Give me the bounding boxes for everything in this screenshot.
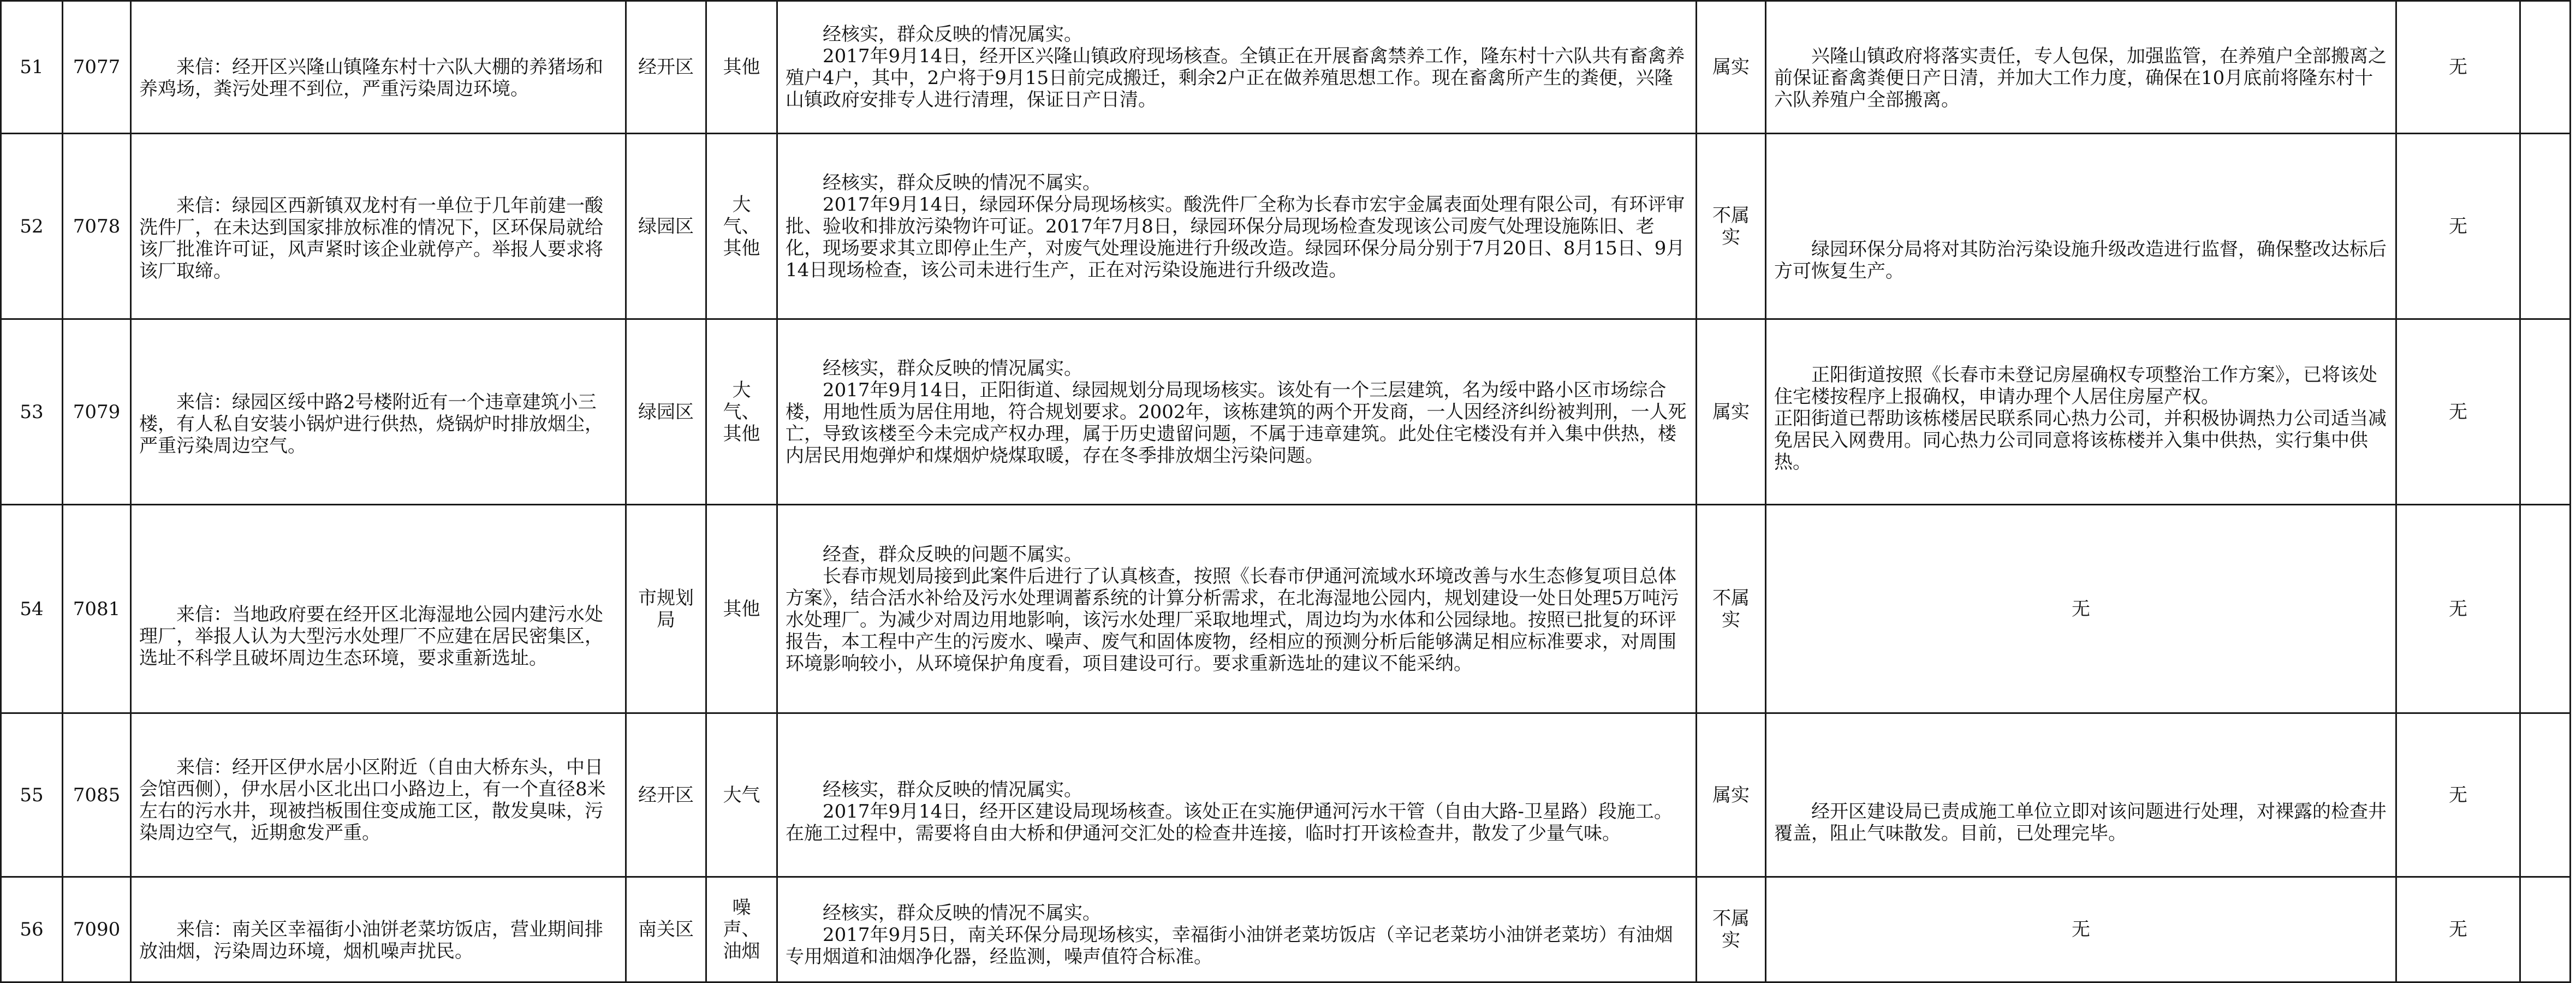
complaint-text bbox=[131, 713, 626, 877]
row-index: 55 bbox=[1, 713, 63, 877]
case-number: 7077 bbox=[63, 1, 131, 134]
investigation-finding bbox=[777, 505, 1697, 713]
investigation-finding bbox=[777, 877, 1697, 982]
finding-summary: 经查，群众反映的问题不属实。 bbox=[823, 543, 1082, 565]
handling-paragraph: 经开区建设局已责成施工单位立即对该问题进行处理，对裸露的检查井覆盖，阻止气味散发。目前，已处理完毕。 bbox=[1774, 800, 2387, 844]
administrative-area: 市规划局 bbox=[626, 505, 706, 713]
pollution-type: 噪声、油烟 bbox=[706, 877, 777, 982]
complaint-paragraph: 来信：绿园区绥中路2号楼附近有一个违章建筑小三楼，有人私自安装小锅炉进行供热，烧锅炉时排放烟尘，严重污染周边空气。 bbox=[139, 391, 603, 457]
complaint-text bbox=[131, 134, 626, 319]
verdict: 属实 bbox=[1697, 713, 1766, 877]
case-number: 7079 bbox=[63, 319, 131, 505]
row-index: 51 bbox=[1, 1, 63, 134]
empty-column bbox=[2520, 319, 2571, 505]
handling-paragraph: 无 bbox=[2072, 598, 2090, 620]
verdict: 属实 bbox=[1697, 319, 1766, 505]
investigation-finding bbox=[777, 713, 1697, 877]
finding-summary: 经核实，群众反映的情况属实。 bbox=[823, 778, 1082, 801]
accountability: 无 bbox=[2396, 134, 2520, 319]
verdict: 不属实 bbox=[1697, 877, 1766, 982]
empty-column bbox=[2520, 713, 2571, 877]
administrative-area: 南关区 bbox=[626, 877, 706, 982]
verdict: 属实 bbox=[1697, 1, 1766, 134]
handling-paragraph: 正阳街道已帮助该栋楼居民联系同心热力公司，并积极协调热力公司适当减免居民入网费用。同心热力公司同意将该栋楼并入集中供热，实行集中供热。 bbox=[1774, 407, 2387, 473]
complaint-text bbox=[131, 505, 626, 713]
case-number: 7081 bbox=[63, 505, 131, 713]
complaint-paragraph: 来信：经开区伊水居小区附近（自由大桥东头，中日会馆西侧），伊水居小区北出口小路边上，有一个直径8米左右的污水井，现被挡板围住变成施工区，散发臭味，污染周边空气，近期愈发严重。 bbox=[139, 756, 606, 844]
investigation-finding bbox=[777, 134, 1697, 319]
complaint-text bbox=[131, 1, 626, 134]
administrative-area: 经开区 bbox=[626, 713, 706, 877]
accountability: 无 bbox=[2396, 505, 2520, 713]
empty-column bbox=[2520, 134, 2571, 319]
handling-measures bbox=[1766, 713, 2396, 877]
handling-measures bbox=[1766, 134, 2396, 319]
handling-paragraph: 正阳街道按照《长春市未登记房屋确权专项整治工作方案》，已将该处住宅楼按程序上报确权，申请办理个人居住房屋产权。 bbox=[1774, 364, 2377, 408]
finding-detail: 长春市规划局接到此案件后进行了认真核查，按照《长春市伊通河流域水环境改善与水生态修复项目总体方案》，结合活水补给及污水处理调蓄系统的计算分析需求，在北海湿地公园内，规划建设一处日处理5万吨污水处理厂。为减少对周边用地影响，该污水处理厂采取地埋式，周边均为水体和公园绿地。按照已批复的环评报告，本工程中产生的污废水、噪声、废气和固体废物，经相应的预测分析后能够满足相应标准要求，对周围环境影响较小，从环境保护角度看，项目建设可行。要求重新选址的建议不能采纳。 bbox=[786, 565, 1679, 675]
finding-summary: 经核实，群众反映的情况不属实。 bbox=[823, 902, 1101, 924]
handling-measures bbox=[1766, 505, 2396, 713]
row-index: 54 bbox=[1, 505, 63, 713]
handling-paragraph: 无 bbox=[2072, 919, 2090, 940]
investigation-finding bbox=[777, 1, 1697, 134]
pollution-type: 其他 bbox=[706, 1, 777, 134]
accountability: 无 bbox=[2396, 1, 2520, 134]
accountability: 无 bbox=[2396, 713, 2520, 877]
complaint-paragraph: 来信：当地政府要在经开区北海湿地公园内建污水处理厂，举报人认为大型污水处理厂不应建在居民密集区，选址不科学且破坏周边生态环境，要求重新选址。 bbox=[139, 603, 603, 669]
complaint-paragraph: 来信：绿园区西新镇双龙村有一单位于几年前建一酸洗件厂，在未达到国家排放标准的情况下，区环保局就给该厂批准许可证，风声紧时该企业就停产。举报人要求将该厂取缔。 bbox=[139, 194, 603, 282]
complaint-text bbox=[131, 877, 626, 982]
finding-detail: 2017年9月14日，经开区兴隆山镇政府现场核查。全镇正在开展畜禽禁养工作，隆东村十六队共有畜禽养殖户4户，其中，2户将于9月15日前完成搬迁，剩余2户正在做养殖思想工作。现在畜禽所产生的粪便，兴隆山镇政府安排专人进行清理，保证日产日清。 bbox=[786, 45, 1685, 111]
finding-summary: 经核实，群众反映的情况不属实。 bbox=[823, 171, 1101, 194]
table-row bbox=[1, 134, 2571, 319]
finding-summary: 经核实，群众反映的情况属实。 bbox=[823, 357, 1082, 379]
complaint-paragraph: 来信：经开区兴隆山镇隆东村十六队大棚的养猪场和养鸡场，粪污处理不到位，严重污染周边环境。 bbox=[139, 56, 603, 100]
verdict: 不属实 bbox=[1697, 134, 1766, 319]
investigation-finding bbox=[777, 319, 1697, 505]
administrative-area: 绿园区 bbox=[626, 319, 706, 505]
pollution-type: 其他 bbox=[706, 505, 777, 713]
finding-detail: 2017年9月14日，经开区建设局现场核查。该处正在实施伊通河污水干管（自由大路-卫星路）段施工。在施工过程中，需要将自由大桥和伊通河交汇处的检查井连接，临时打开该检查井，散发了少量气味。 bbox=[786, 800, 1673, 844]
empty-column bbox=[2520, 1, 2571, 134]
table-row bbox=[1, 319, 2571, 505]
administrative-area: 绿园区 bbox=[626, 134, 706, 319]
table-row bbox=[1, 505, 2571, 713]
row-index: 56 bbox=[1, 877, 63, 982]
complaint-text bbox=[131, 319, 626, 505]
handling-measures bbox=[1766, 1, 2396, 134]
handling-paragraph: 兴隆山镇政府将落实责任，专人包保，加强监管，在养殖户全部搬离之前保证畜禽粪便日产日清，并加大工作力度，确保在10月底前将隆东村十六队养殖户全部搬离。 bbox=[1774, 45, 2387, 111]
pollution-type: 大气、其他 bbox=[706, 134, 777, 319]
finding-detail: 2017年9月5日，南关环保分局现场核实，幸福街小油饼老菜坊饭店（辛记老菜坊小油饼老菜坊）有油烟专用烟道和油烟净化器，经监测，噪声值符合标准。 bbox=[786, 924, 1673, 968]
administrative-area: 经开区 bbox=[626, 1, 706, 134]
row-index: 53 bbox=[1, 319, 63, 505]
case-number: 7085 bbox=[63, 713, 131, 877]
handling-measures bbox=[1766, 319, 2396, 505]
complaint-paragraph: 来信：南关区幸福街小油饼老菜坊饭店，营业期间排放油烟，污染周边环境，烟机噪声扰民。 bbox=[139, 919, 603, 962]
verdict: 不属实 bbox=[1697, 505, 1766, 713]
handling-paragraph: 绿园环保分局将对其防治污染设施升级改造进行监督，确保整改达标后方可恢复生产。 bbox=[1774, 238, 2387, 282]
table-row bbox=[1, 1, 2571, 134]
accountability: 无 bbox=[2396, 877, 2520, 982]
empty-column bbox=[2520, 877, 2571, 982]
pollution-type: 大气 bbox=[706, 713, 777, 877]
handling-measures bbox=[1766, 877, 2396, 982]
row-index: 52 bbox=[1, 134, 63, 319]
case-number: 7090 bbox=[63, 877, 131, 982]
empty-column bbox=[2520, 505, 2571, 713]
pollution-type: 大气、其他 bbox=[706, 319, 777, 505]
accountability: 无 bbox=[2396, 319, 2520, 505]
table-row bbox=[1, 713, 2571, 877]
finding-detail: 2017年9月14日，正阳街道、绿园规划分局现场核实。该处有一个三层建筑，名为绥中路小区市场综合楼，用地性质为居住用地，符合规划要求。2002年，该栋建筑的两个开发商，一人因经济纠纷被判刑，一人死亡，导致该楼至今未完成产权办理，属于历史遗留问题，不属于违章建筑。此处住宅楼没有并入集中供热，楼内居民用炮弹炉和煤烟炉烧煤取暖，存在冬季排放烟尘污染问题。 bbox=[786, 379, 1687, 467]
finding-summary: 经核实，群众反映的情况属实。 bbox=[823, 23, 1082, 45]
table-row bbox=[1, 877, 2571, 982]
case-number: 7078 bbox=[63, 134, 131, 319]
finding-detail: 2017年9月14日，绿园环保分局现场核实。酸洗件厂全称为长春市宏宇金属表面处理有限公司，有环评审批、验收和排放污染物许可证。2017年7月8日，绿园环保分局现场检查发现该公司废气处理设施陈旧、老化，现场要求其立即停止生产，对废气处理设施进行升级改造。绿园环保分局分别于7月20日、8月15日、9月14日现场检查，该公司未进行生产，正在对污染设施进行升级改造。 bbox=[786, 193, 1685, 281]
